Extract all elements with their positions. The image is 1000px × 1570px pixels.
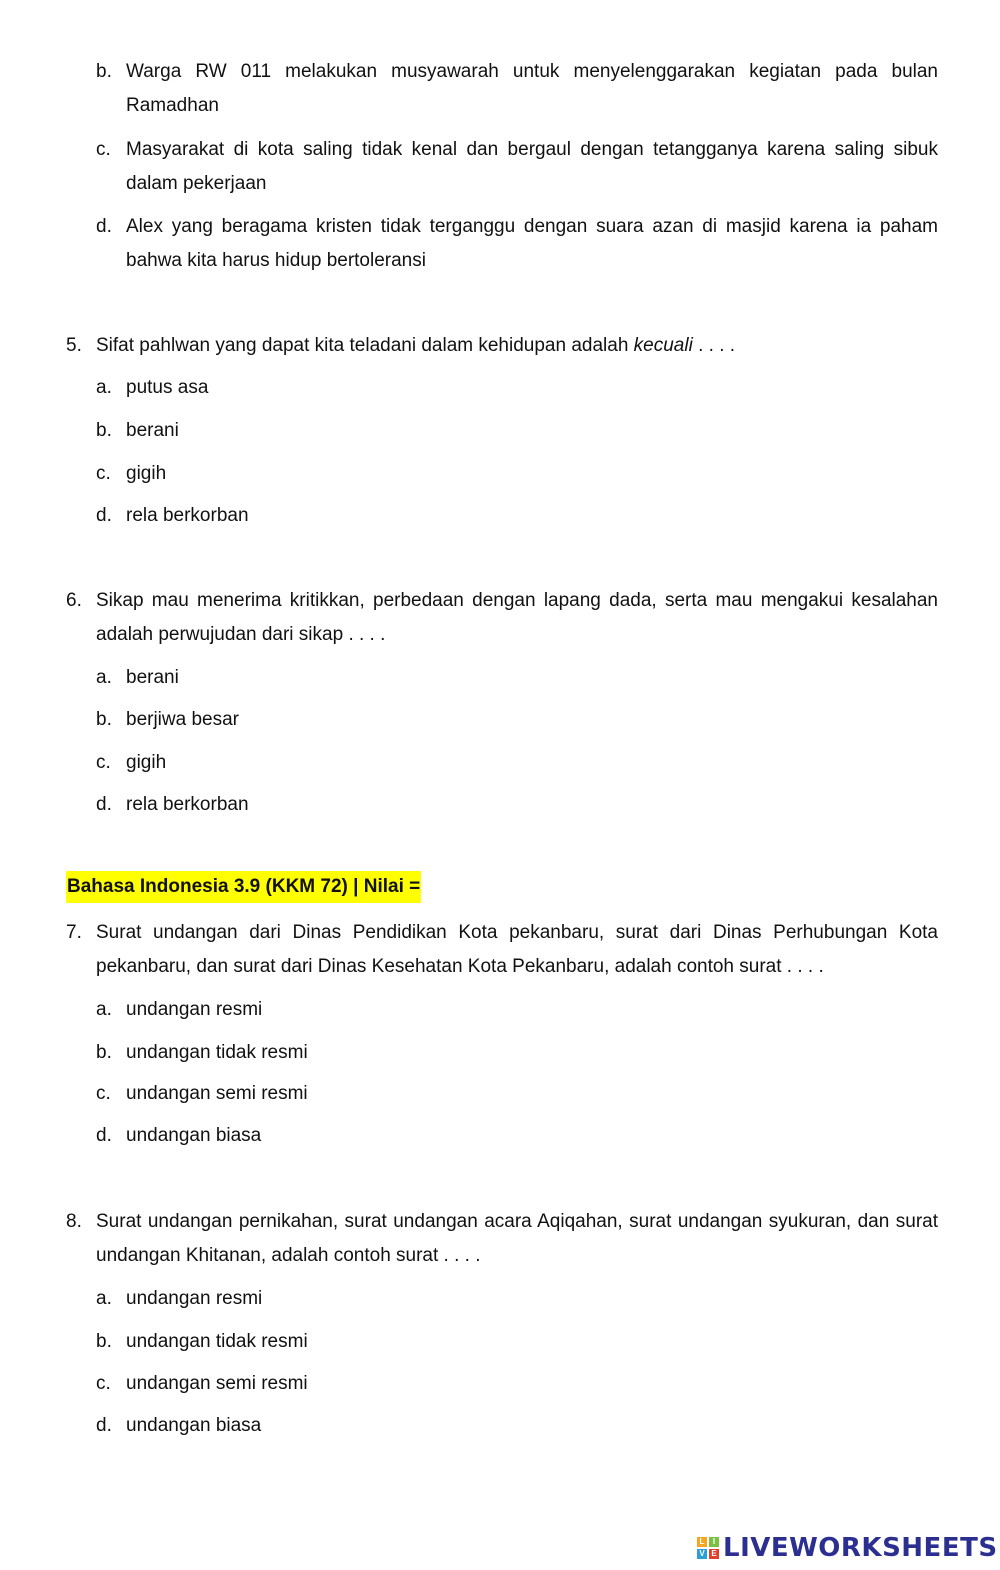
question-text: Surat undangan dari Dinas Pendidikan Kota pekanbaru, surat dari Dinas Perhubungan Kota pekanbaru, dan surat dari Dinas Kesehatan Kota Pekanbaru, adalah contoh surat . . . . — [96, 922, 938, 977]
option-letter: a. — [96, 667, 112, 688]
q7-option-d — [96, 1119, 938, 1153]
q8-option-a — [96, 1282, 938, 1316]
question-6 — [66, 584, 938, 652]
question-number: 5. — [66, 335, 82, 356]
question-number: 6. — [66, 590, 82, 611]
question-number: 8. — [66, 1211, 82, 1232]
section-heading: Bahasa Indonesia 3.9 (KKM 72) | Nilai = — [66, 871, 421, 903]
q8-option-d — [96, 1409, 938, 1443]
q8-option-b — [96, 1325, 938, 1359]
option-text: undangan tidak resmi — [126, 1331, 308, 1352]
option-text: undangan resmi — [126, 999, 263, 1020]
liveworksheets-logo — [697, 1533, 998, 1563]
option-letter: b. — [96, 1042, 112, 1063]
option-letter: c. — [96, 752, 111, 773]
option-text: Alex yang beragama kristen tidak terganggu dengan suara azan di masjid karena ia paham bahwa kita harus hidup bertoleransi — [126, 216, 938, 271]
logo-tile: E — [709, 1549, 719, 1559]
logo-tile: I — [709, 1537, 719, 1547]
question-5 — [66, 329, 938, 363]
question-text: Sikap mau menerima kritikkan, perbedaan dengan lapang dada, serta mau mengakui kesalahan adalah perwujudan dari sikap . . . . — [96, 590, 938, 645]
option-letter: d. — [96, 505, 112, 526]
option-letter: c. — [96, 139, 111, 160]
logo-icon — [697, 1537, 719, 1559]
option-text: undangan resmi — [126, 1288, 263, 1309]
option-letter: c. — [96, 1373, 111, 1394]
logo-text: LIVEWORKSHEETS — [723, 1533, 998, 1563]
option-letter: d. — [96, 1415, 112, 1436]
option-letter: c. — [96, 463, 111, 484]
option-letter: a. — [96, 377, 112, 398]
q5-option-d — [96, 499, 938, 533]
option-letter: b. — [96, 420, 112, 441]
option-text: Warga RW 011 melakukan musyawarah untuk menyelenggarakan kegiatan pada bulan Ramadhan — [126, 61, 938, 116]
q5-option-b — [96, 414, 938, 448]
q6-option-a — [96, 661, 938, 695]
question-7 — [66, 916, 938, 984]
option-letter: d. — [96, 794, 112, 815]
question-text-start: Sifat pahlwan yang dapat kita teladani dalam kehidupan adalah — [96, 335, 634, 356]
logo-tile: L — [697, 1537, 707, 1547]
q4-option-c — [96, 133, 938, 201]
option-text: berani — [126, 667, 179, 688]
option-letter: d. — [96, 1125, 112, 1146]
q7-option-b — [96, 1036, 938, 1070]
option-letter: c. — [96, 1083, 111, 1104]
option-text: berjiwa besar — [126, 709, 239, 730]
option-letter: b. — [96, 1331, 112, 1352]
question-text: Surat undangan pernikahan, surat undangan acara Aqiqahan, surat undangan syukuran, dan surat undangan Khitanan, adalah contoh surat . . . . — [96, 1211, 938, 1266]
q6-option-d — [96, 788, 938, 822]
option-text: berani — [126, 420, 179, 441]
option-letter: a. — [96, 999, 112, 1020]
q8-option-c — [96, 1367, 938, 1401]
option-text: undangan semi resmi — [126, 1083, 308, 1104]
q5-option-a — [96, 371, 938, 405]
question-text-emphasis: kecuali — [633, 335, 693, 356]
q4-option-b — [96, 55, 938, 123]
question-text-end: . . . . — [692, 335, 736, 356]
question-number: 7. — [66, 922, 82, 943]
q6-option-c — [96, 746, 938, 780]
option-text: putus asa — [126, 377, 209, 398]
option-text: rela berkorban — [126, 505, 249, 526]
q4-option-d — [96, 210, 938, 278]
q6-option-b — [96, 703, 938, 737]
option-letter: a. — [96, 1288, 112, 1309]
option-text: Masyarakat di kota saling tidak kenal dan bergaul dengan tetangganya karena saling sibuk dalam pekerjaan — [126, 139, 938, 194]
option-text: undangan biasa — [126, 1415, 262, 1436]
option-text: undangan tidak resmi — [126, 1042, 308, 1063]
option-letter: d. — [96, 216, 112, 237]
logo-tile: V — [697, 1549, 707, 1559]
q7-option-a — [96, 993, 938, 1027]
q7-option-c — [96, 1077, 938, 1111]
question-8 — [66, 1205, 938, 1273]
option-text: gigih — [126, 752, 167, 773]
option-text: gigih — [126, 463, 167, 484]
q5-option-c — [96, 457, 938, 491]
question-text — [96, 329, 938, 363]
option-text: undangan semi resmi — [126, 1373, 308, 1394]
option-letter: b. — [96, 709, 112, 730]
option-letter: b. — [96, 61, 112, 82]
option-text: rela berkorban — [126, 794, 249, 815]
option-text: undangan biasa — [126, 1125, 262, 1146]
